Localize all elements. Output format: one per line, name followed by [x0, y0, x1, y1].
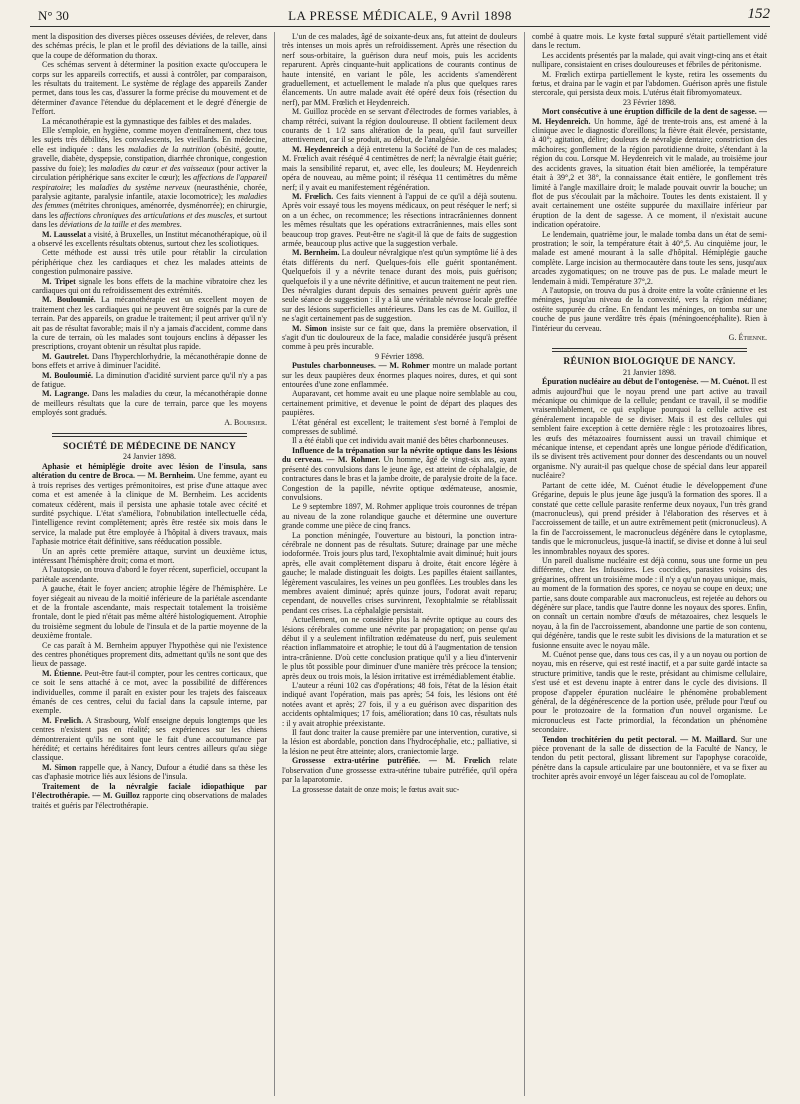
paragraph: Actuellement, on ne considère plus la névrite optique au cours des lésions cérébrales comme une névrite par propagation; on pense qu'au début il y a seulement infiltration œdémateuse du nerf, puis seulement réaction inflammatoire et atrophie; le tout dû à l'augmentation de tension intra-crânienne. D'où cette conclusion pratique qu'il y a lieu d'intervenir le plus tôt possible pour diminuer d'une manière très précoce la tension; après deux ou trois mois, la lésion irritative est irrémédiablement établie. — [282, 615, 517, 681]
paragraph: Partant de cette idée, M. Cuénot étudie le développement d'une Grégarine, depuis le plus jeune âge jusqu'à la formation des spores. Il a constaté que cette cellule parasite renferme deux noyaux, l'un très grand (macronucleus), qui prend présider à l'élaboration des réserves et à l'accroissement de taille, et un autre extrêmement petit (micronucleus). A la fin de l'accroissement, le macronucleus dégénère dans le cytoplasme, tandis que le micronucleus, jusque-là inactif, se divise et donne à lui seul les innombrables noyaux des spores. — [532, 480, 767, 556]
paragraph: M. Lausselat a visité, à Bruxelles, un Institut mécanothérapique, où il a observé les excellents résultats obtenus, surtout chez les scoliotiques. — [32, 229, 267, 248]
paragraph: M. Frœlich. Ces faits viennent à l'appui de ce qu'il a déjà soutenu. Après voir essayé tous les moyens médicaux, on peut réséquer le nerf; si on a un échec, on recommence; les résections intracrâniennes donnent les mêmes résultats que les opérations extracrâniennes, mais elles sont beaucoup trop graves. Peut-être ne s'agit-il là que de faits de suggestion armée, beaucoup plus active que la suggestion verbale. — [282, 191, 517, 248]
paragraph: La grossesse datait de onze mois; le fœtus avait suc- — [292, 784, 460, 794]
paragraph: M. Bouloumié. La mécanothérapie est un excellent moyen de traitement chez les cardiaques qui ne peuvent être soignés par la cure de terrain. Par des appareils, on gradue le traitement; il peut arriver qu'il n'y ait pas de résultat favorable; mais il n'y a jamais d'accident, comme dans la cure de terrain, où les malades sont toujours enclins à dépasser les prescriptions, croyant obtenir un résultat plus rapide. — [32, 295, 267, 352]
paragraph: Mort consécutive à une éruption difficile de la dent de sagesse. — M. Heydenreich. Un homme, âgé de trente-trois ans, est amené à la clinique avec le diagnostic d'oreillons; la fièvre était élevée, persistante, à 40°; agitation, délire; douleurs de névralgie dentaire; constriction des mâchoires; gonflement de la région parotidienne droite, s'étendant à la région du cou. Lorsque M. Heydenreich vit le malade, au troisième jour des accidents graves, la situation était bien améliorée, la température était à 39°,2 et 38°, la connaissance était entière, le gonflement très limité à l'angle maxillaire droit; le malade pouvait ouvrir la bouche; un flot de pus s'écoulait par la mâchoire. Toutes les dents existaient. Il y avait certainement une ostéite suppurée du maxillaire inférieur par éruption de la dent de sagesse. A ce moment, il n'existait aucune indication opératoire. — [532, 107, 767, 230]
signature: G. Étienne. — [728, 333, 767, 342]
paragraph: L'état général est excellent; le traitement s'est borné à l'emploi de compresses de sublimé. — [282, 417, 517, 437]
paragraph: M. Frœlich extirpa partiellement le kyste, retira les ossements du fœtus, et draina par le vagin et par l'abdomen. Guérison après une fistule stercorale, qui persista deux mois. L'utérus était fibromyomateux. — [532, 69, 767, 98]
paragraph: A l'autopsie, on trouva du pus à droite entre la voûte crânienne et les méninges, jusqu'au niveau de la convexité, vers la région médiane; ostéite suppurée du crâne. En fendant les méninges, on tomba sur une couche de pus jaune verdâtre très épais (méningoencéphalite). Rien à l'intérieur du cerveau. — [532, 285, 767, 333]
paragraph: M. Frœlich. A Strasbourg, Wolf enseigne depuis longtemps que les centres n'existent pas en réalité; ses expériences sur les chiens démontreraient qu'ils ne sont que le fait d'une accoutumance par hérédité; et certains héréditaires font leurs centres ailleurs qu'au siège classique. — [32, 715, 267, 763]
paragraph: Ces schémas servent à déterminer la position exacte qu'occupera le corps sur les appareils correctifs, et aussi à contrôler, par comparaison, les résultats du traitement. Le système de réglage des appareils Zander permet, dans tous les cas, d'assurer la forme précise du mouvement et de déterminer d'avance l'étendue du déplacement et le degré d'énergie de l'effort. — [32, 60, 267, 117]
column-divider — [524, 32, 525, 1096]
paragraph: M. Cuénot pense que, dans tous ces cas, il y a un noyau ou portion de noyau, mis en réserve, qui est resté inactif, et a par suite gardé intacte sa structure primitive, tandis que le reste, présidant au chimisme cellulaire, s'est usé et est devenu inapte à entrer dans le cycle des divisions. Il propose d'appeler épuration nucléaire le phénomène probablement général, de la dégénérescence de la portion usée, prélude pour l'œuf ou pour le protozoaire de la formation d'un nouvel organisme. Le micronucleus est l'acte primordial, la fécondation un phénomène secondaire. — [532, 650, 767, 735]
paragraph: M. Lagrange. Dans les maladies du cœur, la mécanothérapie donne de meilleurs résultats que la cure de terrain, parce que les moyens employés sont gradués. — [32, 389, 267, 418]
paragraph: L'auteur a réuni 102 cas d'opérations; 48 fois, l'état de la lésion était indiqué avant l'opération, mais pas après; 54 fois, les lésions ont été notées avant et après; 27 fois, il y a eu guérison avec disparition des accidents ophtalmiques; 17 fois, amélioration; dans 10 cas, résultats nuls : il y avait atrophie préexistante. — [282, 681, 517, 728]
section-heading: RÉUNION BIOLOGIQUE DE NANCY. — [563, 357, 736, 368]
paragraph: Cette méthode est aussi très utile pour rétablir la circulation périphérique chez les cardiaques et chez les malades atteints de congestion pulmonaire passive. — [32, 248, 267, 277]
paragraph: M. Tripet signale les bons effets de la machine vibratoire chez les cardiaques qui ont du refroidissement des extrémités. — [32, 276, 267, 295]
paragraph: A gauche, était le foyer ancien; atrophie légère de l'hémisphère. Le foyer siégeait au niveau de la moitié inférieure de la pariétale ascendante et de la frontale ascendante, mais respectait totalement la troisième frontale, dont le pied n'était pas même altéré histologiquement. Atrophie du troisième segment du lobule de l'insula et de la partie moyenne de la deuxième frontale. — [32, 584, 267, 641]
paragraph: M. Gautrelet. Dans l'hyperchlorhydrie, la mécanothérapie donne de bons effets et arrive à diminuer l'acidité. — [32, 351, 267, 371]
signature: A. Boursier. — [224, 417, 267, 427]
paragraph: Le lendemain, quatrième jour, le malade tomba dans un état de semi-prostration; le soir, la température était à 40°,5. Au cinquième jour, le malade est amené mourant à la salle d'hôpital. Hémiplégie gauche complète. Large incision au thermocautère dans toute les sens, jusqu'aux arcades zygomatiques; on ne trouve pas de pus. Le malade meurt le lendemain à midi. Température 37°,2. — [532, 229, 767, 286]
paragraph: M. Simon insiste sur ce fait que, dans la première observation, il s'agit d'un tic douloureux de la face, maladie considérée jusqu'à présent comme à peu près incurable. — [282, 323, 517, 352]
paragraph: M. Guilloz procède en se servant d'électrodes de formes variables, à champ rétréci, suivant la région douloureuse. Il obtient facilement deux courants de 1 1/2 sans altération de la peau, qu'il faut surveiller attentivement, car il se produit, au début, de l'analgésie. — [282, 107, 517, 145]
paragraph: ment la disposition des diverses pièces osseuses déviées, de relever, dans des schémas précis, le plan et le profil des déviations de la taille, ainsi que la coupe de déformation du thorax. — [32, 32, 267, 60]
section-separator — [552, 348, 747, 352]
page-number: 152 — [747, 6, 770, 22]
paragraph: La ponction méningée, l'ouverture au bistouri, la ponction intra-cérébrale ne donnent pas de résultats. Suture; drainage par une mèche iodoformée. Trois jours plus tard, l'exophtalmie avait diminué; huit jours après, elle avait complètement disparu à droite, était encore légère à gauche; le malade distinguait les doigts. Les papilles étaient saillantes, légèrement vasculaires, les veines un peu gonflées. Les troubles dans les membres avaient diminué; après quinze jours, l'odorat avait reparu; cependant, de nouvelles crises survinrent, l'exophtalmie se rétablissait pendant ces crises. La céphalalgie persistait. — [282, 530, 517, 615]
paragraph: Il faut donc traiter la cause première par une intervention, curative, si la lésion est abordable, ponction dans l'hydrocéphalie, etc.; palliative, si la lésion ne peut être atteinte; alors, craniectomie large. — [282, 728, 517, 756]
paragraph: La mécanothérapie est la gymnastique des faibles et des malades. — [42, 116, 252, 126]
paragraph: Traitement de la névralgie faciale idiopathique par l'électrothérapie. — M. Guilloz rapporte cinq observations de malades traités et guéris par l'électrothérapie. — [32, 781, 267, 810]
paragraph: Grossesse extra-utérine putréfiée. — M. Frœlich relate l'observation d'une grossesse extra-utérine tubaire putréfiée, qu'il opéra par la laparotomie. — [282, 756, 517, 785]
paragraph: Il a été établi que cet individu avait manié des bêtes charbonneuses. — [292, 436, 509, 446]
session-date: 21 Janvier 1898. — [622, 367, 677, 377]
paragraph: Tendon trochitérien du petit pectoral. — M. Maillard. Sur une pièce provenant de la salle de dissection de la Faculté de Nancy, le tendon du petit pectoral, glissant librement sur l'apophyse coracoïde, pénètre dans la capsule articulaire par une boutonnière, et va se fixer au trochiter après avoir envoyé un léger faisceau au col de l'omoplate. — [532, 734, 767, 782]
section-separator — [52, 433, 247, 437]
paragraph: Les accidents présentés par la malade, qui avait vingt-cinq ans et était nullipare, consistaient en crises douloureuses et fébriles de péritonisme. — [532, 50, 767, 70]
issue-number: N° 30 — [38, 8, 69, 23]
running-header — [0, 0, 800, 28]
paragraph: Ce cas paraît à M. Bernheim appuyer l'hypothèse qui nie l'existence des centres phonétiques proprement dits, admettant qu'ils ne sont que des lieux de passage. — [32, 640, 267, 669]
paragraph: M. Simon rappelle que, à Nancy, Dufour a étudié dans sa thèse les cas d'aphasie motrice liés aux lésions de l'insula. — [32, 762, 267, 782]
paragraph: Elle s'emploie, en hygiène, comme moyen d'entraînement, chez tous les sujets très débilités, les convalescents, les vieillards. En médecine, elle est indiquée : dans les maladies de la nutrition (obésité, goutte, gravelle, diabète, dyspepsie, constipation, diarrhée chronique, congestion passive du foie); les maladies du cœur et des vaisseaux (pour activer la circulation périphérique sans exciter le cœur); les affections de l'appareil respiratoire; les maladies du système nerveux (neurasthénie, chorée, paralysie agitante, paralysie infantile, ataxie locomotrice); les maladies des femmes (métrites chroniques, aménorrée, dysménorrée); en chirurgie, dans les affections chroniques des articulations et des muscles, et surtout dans les déviations de la taille et des membres. — [32, 126, 267, 230]
paragraph: combé à quatre mois. Le kyste fœtal suppuré s'était partiellement vidé dans le rectum. — [532, 32, 767, 51]
paragraph: Épuration nucléaire au début de l'ontogenèse. — M. Cuénot. Il est admis aujourd'hui que le noyau prend une part active au travail mécanique ou chimique de la cellule; pendant ce travail, il se modifie vraisemblablement, ce qui explique pourquoi la cellule active est généralement incapable de se diviser. Mais il est des cellules qui semblent faire exception à cette dernière règle : les protozoaires libres, les œufs des métazoaires fournissent aussi un travail chimique et mécanique intense, et cependant après une longue période d'édification, ils se divisent très activement pour donner des descendants ou un nouvel organisme. N'y aurait-il pas quelque chose de spécial dans leur appareil nucléaire? — [532, 377, 767, 481]
paragraph: Un pareil dualisme nucléaire est déjà connu, sous une forme un peu différente, chez les Infusoires. Les coccidies, parasites voisins des grégarines, offrent un troisième mode : il n'y a qu'un noyau unique, mais, au moment de la formation des spores, ce noyau se coupe en deux; une partie, sans doute comparable aux macronucleus, est rejetée au dehors ou dégénère sur place, tandis que l'autre donne les noyaux des spores. Enfin, on connaît un certain nombre d'œufs de métazoaires, chez lesquels le noyau, à la fin de l'accroissement, abandonne une partie de son contenu, qui dégénère, tandis que le reste subit les divisions de la maturation et se fusionne ensuite avec le noyau mâle. — [532, 555, 767, 650]
journal-title: LA PRESSE MÉDICALE, 9 Avril 1898 — [288, 8, 512, 23]
paragraph: M. Étienne. Peut-être faut-il compter, pour les centres corticaux, que ce soit le sens attaché à ce mot, avec la possibilité de différences individuelles, comme il paraît en exister pour les trajets des faisceaux émanés de ces centres, celui du facial dans la capsule interne, par exemple. — [32, 668, 267, 716]
paragraph: M. Bernheim. La douleur névralgique n'est qu'un symptôme lié à des états différents du nerf. Quelques-fois elle guérit spontanément. Quelquefois il y a névrite tenace durant des mois, puis guérison; quelquefois il y a une névrite définitive, et aucun traitement ne peut rien. Des névralgies durant depuis des semaines peuvent guérir après une seule séance de suggestion : il y a là une véritable névrose locale greffée sur des lésions superficielles antérieures. Dans les cas de M. Guilloz, il ne s'agit certainement pas de suggestion. — [282, 248, 517, 324]
paragraph: L'un de ces malades, âgé de soixante-deux ans, fut atteint de douleurs très intenses un mois après un refroidissement. Après une résection du nerf sous-orbitaire, la guérison dura neuf mois, puis les accidents reparurent. Après cinquante-huit applications de courants continus de haute intensité, en variant le pôle, les accidents s'amendèrent graduellement, et actuellement le malade n'a plus que quelques rares élancements. Un autre malade avait été opéré deux fois (résection du nerf), par MM. Frœlich et Heydenreich. — [282, 32, 517, 107]
column-divider — [274, 32, 275, 1096]
paragraph: M. Heydenreich a déjà entretenu la Société de l'un de ces malades; M. Frœlich avait réséqué 4 centimètres de nerf; la névralgie était guérie; mais la sensibilité reparut, et, avec elle, les douleurs; M. Heydenreich opéra de nouveau, au même point; il réséqua 11 centimètres du même nerf; il y avait eu manifestement régénération. — [282, 144, 517, 192]
column-1 — [32, 32, 267, 1096]
column-3 — [532, 32, 767, 1096]
paragraph: M. Bouloumié. La diminution d'acidité survient parce qu'il n'y a pas de fatigue. — [32, 370, 267, 390]
session-date: 9 Février 1898. — [374, 351, 425, 361]
column-2 — [282, 32, 517, 1096]
paragraph: Un an après cette première attaque, survint un deuxième ictus, intéressant l'hémisphère droit; coma et mort. — [32, 546, 267, 565]
paragraph: Auparavant, cet homme avait eu une plaque noire semblable au cou, certainement primitive, et devenue le point de départ des plaques des paupières. — [282, 389, 517, 418]
paragraph: Influence de la trépanation sur la névrite optique dans les lésions du cerveau. — M. Rohmer. Un homme, âgé de vingt-six ans, ayant présenté des convulsions dans le jeune âge, est atteint de céphalalgie, de contractures dans le bras et la jambe droite, de paralysie droite de la face. Congestion de la papille, névrite optique œdémateuse, anosmie, convulsions. — [282, 445, 517, 502]
section-heading: SOCIÉTÉ DE MÉDECINE DE NANCY — [62, 442, 237, 453]
session-date: 23 Février 1898. — [622, 97, 677, 107]
paragraph: Le 9 septembre 1897, M. Rohmer applique trois couronnes de trépan au niveau de la zone rolandique gauche et détermine une ouverture grande comme une pièce de cinq francs. — [282, 502, 517, 531]
session-date: 24 Janvier 1898. — [122, 452, 177, 462]
paragraph: A l'autopsie, on trouva d'abord le foyer récent, superficiel, occupant la pariétale ascendante. — [32, 565, 267, 584]
paragraph: Pustules charbonneuses. — M. Rohmer montre un malade portant sur les deux paupières deux énormes plaques noires, dures, et qui sont entourées d'une zone enflammée. — [282, 361, 517, 390]
header-rule — [30, 26, 770, 27]
paragraph: Aphasie et hémiplégie droite avec lésion de l'insula, sans altération du centre de Broca. — M. Bernheim. Une femme, ayant eu à trois reprises des vertiges prémonitoires, est prise d'une attaque avec coma et est amenée à la clinique de M. Bernheim. Les accidents comateux cédèrent, mais il persista une aphasie totale avec cécité et surdité psychique. L'état s'améliora, l'obnubilation intellectuelle céda, l'intelligence revint complètement; après être restée six mois dans le service, la malade put être employée à l'hôpital à divers travaux, mais l'aphasie motrice était définitive, sans rééducation possible. — [32, 461, 267, 547]
